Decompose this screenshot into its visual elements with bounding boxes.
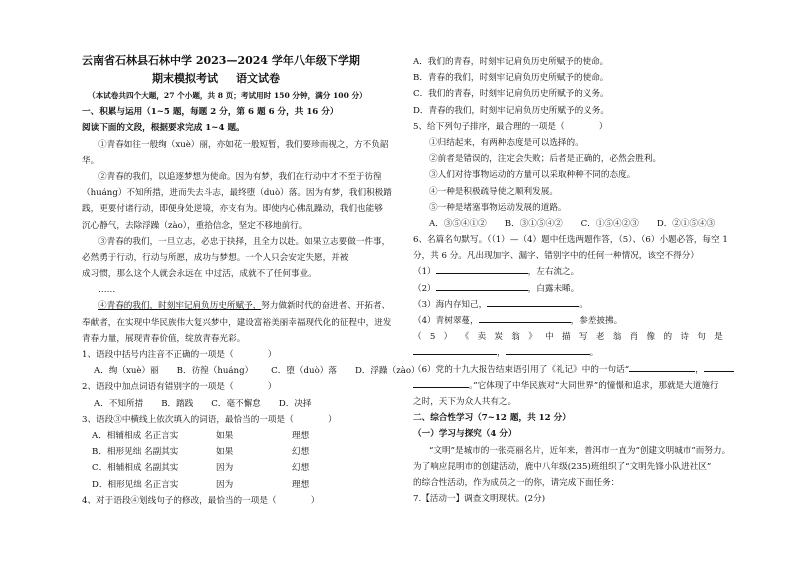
question-6-line1: 6、名篇名句默写。（（1）—（4）题中任选两题作答，（5）、（6）小题必答，每空 1 [413, 235, 728, 246]
q3-a-word1: A．相辅相成 [92, 430, 142, 441]
passage-p1-line1: ①青春如往一般绚（xuè）丽，亦如花一般短暂，我们要珍而视之，方不负韶 [98, 139, 389, 150]
q6-1-blank[interactable] [436, 264, 528, 274]
q6-5-char: 炭 [494, 332, 503, 343]
q5-item-5: ⑤一种是堵塞事物运动发展的道路。 [429, 202, 567, 213]
section-1-heading: 一、积累与运用（1~5 题，每题 2 分，第 6 题 6 分，共 16 分） [82, 107, 339, 118]
passage-p2-line3: 践，更要付诸行动，即便身处逆境，亦支有为。即使内心佛乱躁动，我们也能够 [82, 204, 383, 215]
q6-2 [413, 281, 723, 297]
q6-4 [413, 313, 723, 329]
question-2: 2、语段中加点词语有错别字的一项是（ ） [82, 382, 277, 393]
q6-6-tail: 。”它体现了中华民族对“大同世界”的憧憬和追求，那就是大道施行 [469, 380, 719, 391]
q6-5-char: ） [443, 332, 453, 343]
q3-b-word3: 如果 [216, 447, 234, 458]
q6-5-char: 中 [545, 332, 554, 343]
passage-p4-line1 [82, 298, 391, 314]
q6-5-char: 像 [646, 332, 656, 343]
exam-title-line1: 云南省石林县石林中学 2023—2024 学年八年级下学期 [82, 54, 360, 67]
q3-option-d[interactable] [82, 477, 378, 493]
q6-6-line2 [413, 378, 723, 394]
q6-4-label: （4）青树翠蔓， [413, 316, 479, 326]
q1-option-c[interactable]: C．堕（duò）落 [271, 366, 337, 377]
q6-5-char: 写 [578, 332, 588, 343]
q5-option-c[interactable]: C．①⑤④②③ [580, 218, 639, 229]
q6-5-char: 描 [562, 332, 571, 343]
q5-item-4: ④一种是积极疏导使之顺利发展。 [429, 186, 558, 197]
question-6-line2: 分，共 6 分。凡出现加字、漏字、错别字中的任何一种情况，该空不得分） [413, 251, 699, 262]
underlined-sentence: ④青春的我们，时刻牢记肩负历史所赋予， [98, 301, 262, 312]
q2-option-b[interactable]: B．踏践 [161, 398, 194, 409]
q6-2-label: （2） [413, 283, 436, 294]
q3-c-word3: 因为 [216, 463, 234, 474]
q6-6-blank-2b[interactable] [413, 378, 469, 388]
q3-b-word1: B．相形见绌 [92, 447, 142, 458]
q6-5-char: 翁 [612, 332, 622, 343]
passage-ellipsis: …… [98, 285, 116, 296]
q3-d-word4: 理想 [292, 479, 310, 490]
q6-5-char: 5 [429, 332, 436, 343]
q3-option-a[interactable] [82, 428, 378, 444]
q6-5-char: 老 [595, 332, 605, 343]
question-2-options [82, 396, 378, 412]
exam-title-line2 [82, 70, 378, 88]
passage-p2-line1: ②青春的我们，以追逐梦想为使命。因为有梦，我们在行动中才不至于彷徨 [98, 171, 382, 182]
passage-p1-line2: 华。 [82, 155, 100, 166]
q3-a-word2: 名正言实 [144, 430, 179, 441]
q5-option-a[interactable]: A．③⑤④①② [429, 218, 487, 229]
activity-para-line3: 的综合性活动，作为成员之一的你，请完成下面任务： [413, 477, 620, 488]
left-column [82, 52, 420, 509]
q6-5-line1 [413, 329, 723, 345]
question-5-options [413, 216, 723, 232]
q6-2-tail: ，白露未晞。 [527, 283, 580, 294]
q6-3-label: （3）海内存知己， [413, 299, 488, 310]
reading-instruction: 阅读下面的文段，根据要求完成 1~4 题。 [82, 123, 245, 134]
q4-option-b[interactable]: B．青春的我们，时刻牢记肩负历史所赋予的使命。 [413, 73, 609, 84]
q3-c-word2: 名副其实 [144, 463, 179, 474]
passage-p3-line2: 必然勇于行动，行动与所愿，成功与梦想。一个人只会安定失愿，并被 [82, 252, 349, 263]
passage-p4-line3: 青春力量，展现青春价值，绽放青春光彩。 [82, 333, 246, 344]
q5-option-b[interactable]: B．③①⑤④② [504, 218, 563, 229]
q6-6-text: （6）党的十九大报告结束语引用了《礼记》中的一句话“ [413, 364, 630, 375]
q5-option-d[interactable]: D．②①⑤④③ [656, 218, 716, 229]
question-3: 3、语段③中横线上依次填入的词语，最恰当的一项是（ ） [82, 414, 337, 425]
q2-option-c[interactable]: C．毫不懈怠 [211, 398, 261, 409]
q6-5-char: 诗 [680, 332, 689, 343]
q6-5-blank-2[interactable] [506, 345, 590, 355]
activity-para-line1: “文明”是城市的一张亮丽名片，近年来，普洱市一直为“创建文明城市”而努力。 [429, 445, 731, 456]
q3-d-word2: 名正言实 [144, 479, 179, 490]
q6-5-char: 的 [663, 332, 673, 343]
question-5: 5、给下列句子排序，最合理的一项是（ ） [413, 121, 608, 132]
q6-6-line3: 之时，天下为众人共有之。 [413, 396, 517, 407]
section-2-heading: 二、综合性学习（7~12 题，共 12 分） [413, 413, 571, 424]
subsection-1-heading: （一）学习与探究（4 分） [413, 429, 517, 440]
q6-6-comma: ， [695, 364, 704, 375]
q6-5-blank-1[interactable] [413, 345, 497, 355]
q6-6-blank-1[interactable] [629, 362, 695, 372]
q1-option-a[interactable]: A．绚（xuè）丽 [94, 366, 159, 377]
q6-5-char: 《 [460, 332, 470, 343]
exam-note: （本试卷共四个大题，27 个小题，共 8 页；考试用时 150 分钟，满分 100 分） [88, 91, 367, 100]
q6-5-char: 是 [714, 332, 723, 343]
q6-3 [413, 297, 723, 313]
q6-6-line1 [413, 362, 723, 378]
q6-5-char: 肖 [629, 332, 639, 343]
passage-p2-line2: （huáng）不知所措，进而失去斗志，最终堕（duò）落。因为有梦，我们积极踏 [82, 188, 392, 199]
q6-1-tail: ，左右流之。 [527, 267, 580, 278]
q6-4-blank[interactable] [479, 313, 571, 323]
q4-option-d[interactable]: D．青春的我们，时刻牢记肩负历史所赋予的义务。 [413, 105, 609, 116]
q4-option-c[interactable]: C．我们的青春，时刻牢记肩负历史所赋予的义务。 [413, 89, 609, 100]
q5-item-3: ③人们对待事物运动的方量可以采取种种不同的态度。 [429, 170, 636, 181]
q5-item-1: ①归结起来，有两种态度是可以选择的。 [429, 137, 584, 148]
q6-5-char: 翁 [511, 332, 520, 343]
right-column [413, 54, 731, 507]
q6-3-blank[interactable] [487, 297, 579, 307]
question-4: 4、对于语段④划线句子的修改，最恰当的一项是（ ） [82, 495, 320, 506]
q3-a-word4: 理想 [292, 430, 310, 441]
q6-5-period: 。 [589, 348, 599, 359]
q2-option-d[interactable]: D．决择 [278, 398, 312, 409]
q3-option-c[interactable] [82, 460, 378, 476]
q3-c-word4: 幻想 [292, 463, 310, 474]
q4-option-a[interactable]: A．我们的青春，时刻牢记肩负历史所赋予的使命。 [413, 57, 609, 67]
q3-c-word1: C．相辅相成 [92, 463, 142, 474]
passage-p3-line3: 成习惯，那么这个人就会永远在 中过活，成就不了任何事业。 [82, 269, 317, 280]
question-1: 1、语段中括号内注音不正确的一项是（ ） [82, 350, 277, 360]
q3-b-word4: 幻想 [292, 447, 310, 458]
q3-d-word3: 因为 [216, 479, 234, 490]
exam-subtitle: 期末模拟考试 [152, 72, 218, 85]
q1-option-b[interactable]: B．彷徨（huáng） [176, 366, 254, 377]
q3-b-word2: 名副其实 [144, 447, 179, 458]
q5-item-2: ②前者是错误的，注定会失败；后者是正确的，必然会胜利。 [429, 154, 662, 165]
activity-para-line2: 为了响应昆明市的创建活动，鹿中八年级(235)班组织了“文明先锋小队进社区” [413, 461, 712, 472]
q6-5-char: 卖 [477, 332, 487, 343]
q2-option-a[interactable]: A．不知所措 [94, 398, 144, 409]
q3-a-word3: 如果 [216, 430, 234, 441]
passage-p2-line4: 沉心静气，去除浮躁（zào），重拾信念，坚定不移地前行。 [82, 220, 308, 231]
question-1-options [82, 363, 420, 379]
exam-subject: 语文试卷 [236, 72, 280, 85]
q6-5-comma: ， [497, 348, 506, 359]
q6-1 [413, 264, 723, 280]
q1-option-d[interactable]: D．浮躁（zào） [354, 366, 420, 377]
q6-6-blank-2a[interactable] [704, 362, 734, 372]
passage-p3-line1: ③青春的我们，一旦立志，必忠于抉择，且全力以赴。如果立志要做一件事， [98, 236, 391, 247]
q6-5-char: （ [413, 332, 422, 343]
q6-5-char: 》 [528, 332, 537, 343]
q6-5-line2 [413, 345, 723, 361]
q6-1-label: （1） [413, 267, 436, 278]
question-7: 7.【活动一】调查文明现状。(2分) [413, 494, 546, 505]
q6-4-tail: ，参差披拂。 [570, 316, 623, 326]
q6-5-char: 句 [697, 332, 706, 343]
q3-option-b[interactable] [82, 444, 378, 460]
passage-p4-line2: 奉献者，在实现中华民族伟大复兴梦中，建设富裕美丽幸福现代化的征程中，迸发 [82, 317, 392, 328]
passage-p4-rest: 努力做新时代的奋进者、开拓者、 [261, 301, 391, 312]
q3-d-word1: D．相形见绌 [92, 479, 142, 490]
q6-2-blank[interactable] [436, 281, 528, 291]
q6-3-tail: 。 [579, 299, 588, 310]
